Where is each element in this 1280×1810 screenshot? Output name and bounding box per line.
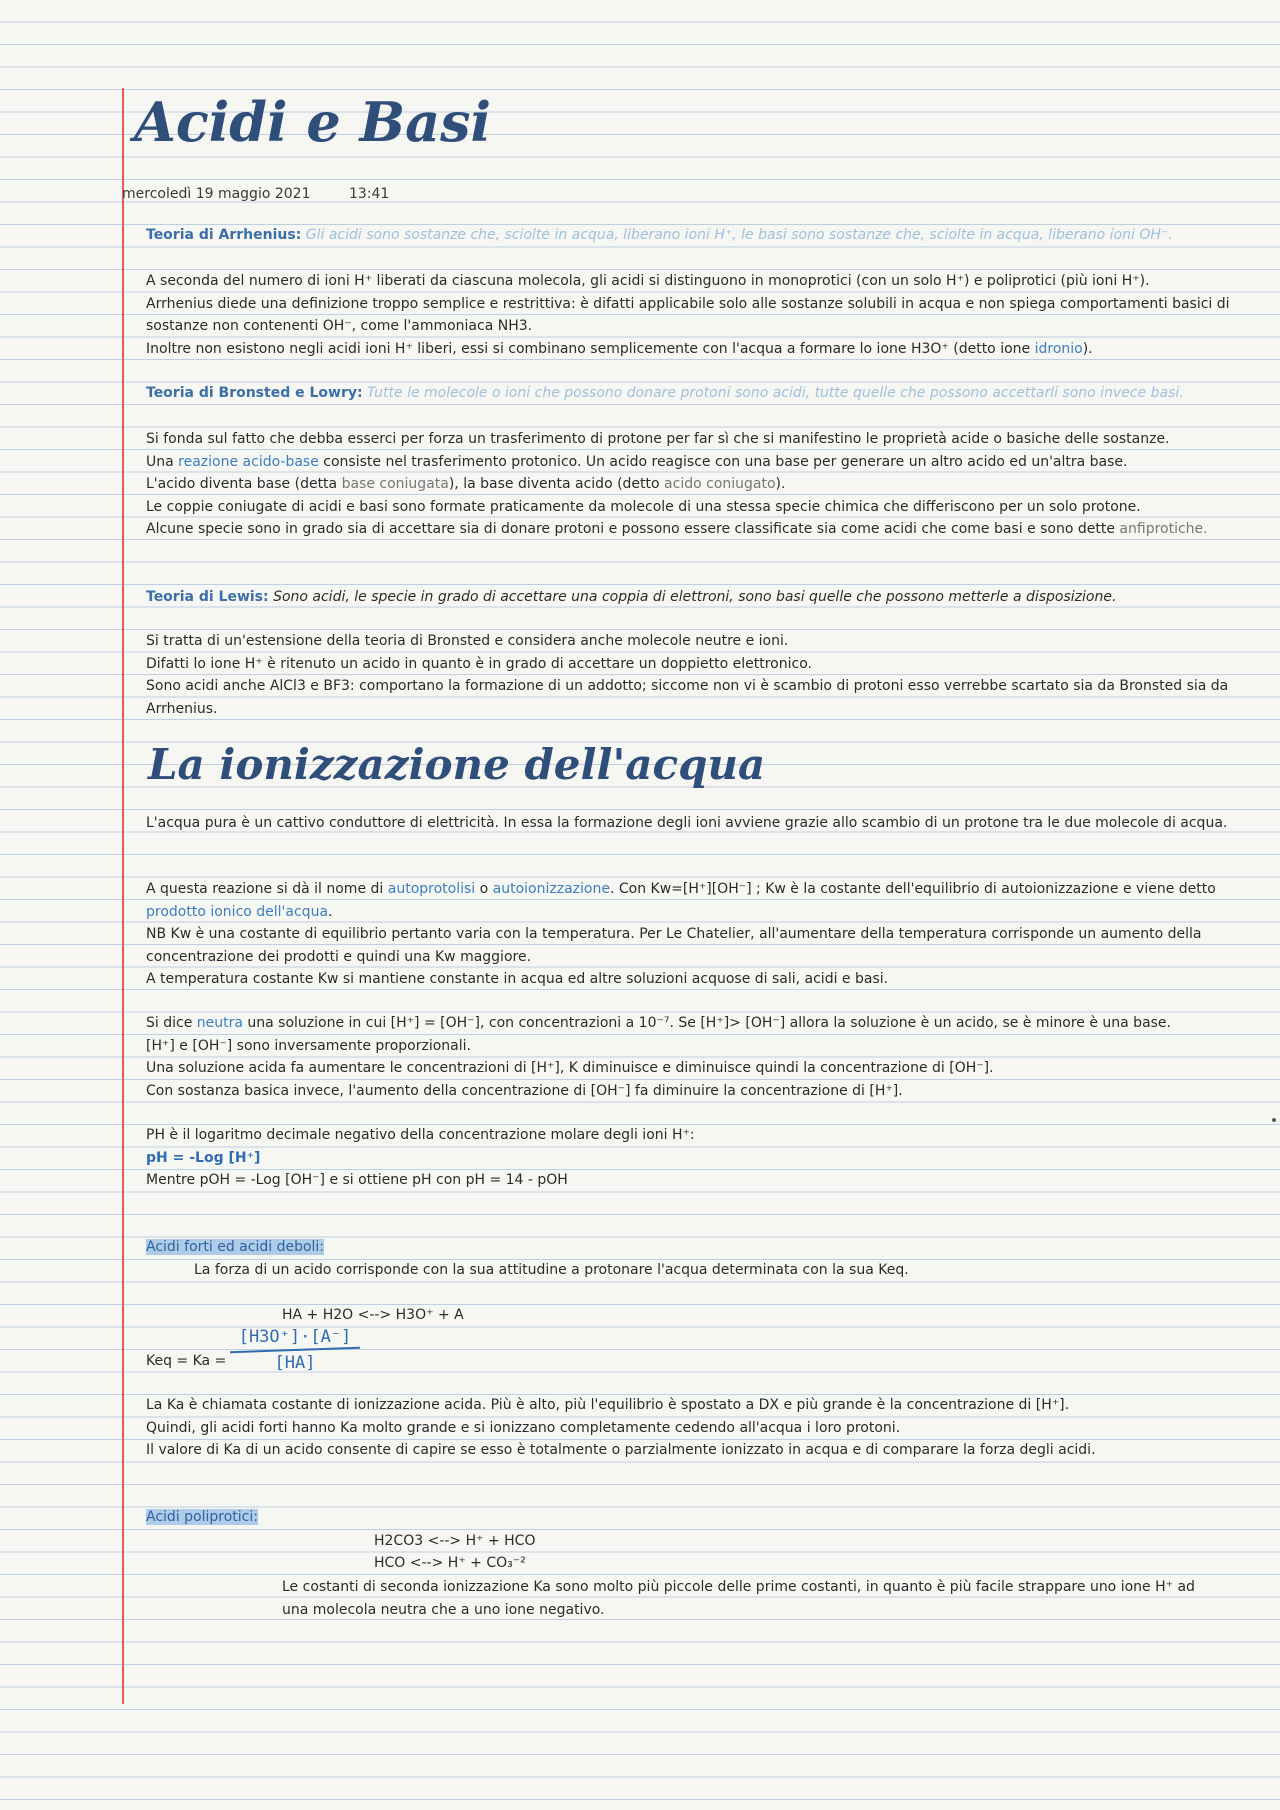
bronsted-l3-b: ), la base diventa acido (detto: [448, 476, 665, 492]
ionizzazione-intro: [146, 812, 1241, 835]
arrhenius-body: [146, 270, 1241, 360]
bronsted-line-4: Le coppie coniugate di acidi e basi sono formate praticamente da molecole di una stessa specie chimica che differiscono per un solo protone.: [146, 498, 1141, 515]
arrhenius-heading: Teoria di Arrhenius:: [146, 227, 302, 243]
poliprotici-body: [282, 1576, 1222, 1621]
bronsted-line-5: [146, 518, 1241, 541]
arrhenius-paragraph-3: [146, 338, 1241, 361]
lewis-body: [146, 630, 1241, 720]
poliprotici-reaction-1: H2CO3 <--> H⁺ + HCO: [374, 1533, 536, 1549]
keq-fraction: [230, 1326, 360, 1374]
ionizzazione-neutra: [146, 1012, 1241, 1102]
ph-block: [146, 1124, 1241, 1192]
poliprotici-block: [146, 1506, 1241, 1529]
lewis-definition-text: Sono acidi, le specie in grado di accettare una coppia di elettroni, sono basi quelle che possono metterle a disposizione.: [273, 589, 1117, 605]
term-idronio: idronio: [1034, 340, 1083, 357]
lewis-line-2: Difatti lo ione H⁺ è ritenuto un acido in quanto è in grado di accettare un doppietto elettronico.: [146, 655, 812, 672]
poh-formula: Mentre pOH = -Log [OH⁻] e si ottiene pH con pH = 14 - pOH: [146, 1172, 568, 1188]
ionizzazione-p2-b: o: [475, 881, 493, 897]
ionizzazione-p6: [H⁺] e [OH⁻] sono inversamente proporzionali.: [146, 1037, 471, 1054]
arrhenius-paragraph-2: Arrhenius diede una definizione troppo semplice e restrittiva: è difatti applicabile solo alle sostanze solubili in acqua e non spiega comportamenti basici di sostanze non contenenti OH⁻, come l'ammoniaca NH3.: [146, 295, 1230, 334]
keq-denominator: [HA]: [274, 1353, 316, 1373]
ionizzazione-p2-d: .: [328, 903, 333, 920]
acidi-forti-line-3: Quindi, gli acidi forti hanno Ka molto grande e si ionizzano completamente cedendo all'acqua i loro protoni.: [146, 1419, 901, 1436]
ionizzazione-p2-a: A questa reazione si dà il nome di: [146, 881, 388, 897]
ionizzazione-p5-b: una soluzione in cui [H⁺] = [OH⁻], con concentrazioni a 10⁻⁷. Se [H⁺]> [OH⁻] allora la soluzione è un acido, se è minore è una base.: [242, 1015, 1171, 1031]
ionizzazione-p1: L'acqua pura è un cattivo conduttore di elettricità. In essa la formazione degli ioni avviene grazie allo scambio di un protone tra le due molecole di acqua.: [146, 815, 1228, 831]
bronsted-heading: Teoria di Bronsted e Lowry:: [146, 385, 363, 401]
acidi-forti-block: [146, 1236, 1241, 1281]
ionizzazione-p5: [146, 1012, 1241, 1035]
acidi-forti-body: [146, 1394, 1241, 1462]
keq-numerator: [H3O⁺]·[A⁻]: [238, 1327, 352, 1347]
lewis-heading: Teoria di Lewis:: [146, 589, 269, 605]
bronsted-line-3: [146, 473, 1241, 496]
ionizzazione-p3: NB Kw è una costante di equilibrio pertanto varia con la temperatura. Per Le Chatelier, all'aumentare della temperatura corrisponde un aumento della concentrazione dei prodotti e quindi una Kw maggiore.: [146, 926, 1202, 965]
ionizzazione-p2-c: . Con Kw=[H⁺][OH⁻] ; Kw è la costante dell'equilibrio di autoionizzazione e viene detto: [609, 881, 1216, 897]
bronsted-l2-b: consiste nel trasferimento protonico. Un acido reagisce con una base per generare un altro acido ed un'altra base.: [318, 453, 1128, 470]
ionizzazione-p7: Una soluzione acida fa aumentare le concentrazioni di [H⁺], K diminuisce e diminuisce quindi la concentrazione di [OH⁻].: [146, 1060, 994, 1076]
page-time: 13:41: [348, 186, 390, 202]
bronsted-definition-text: Tutte le molecole o ioni che possono donare protoni sono acidi, tutte quelle che possono accettarli sono invece basi.: [367, 385, 1184, 401]
page-datetime: [122, 186, 389, 202]
bronsted-l3-a: L'acido diventa base (detta: [146, 476, 342, 492]
bronsted-l3-c: ).: [775, 476, 786, 492]
ionizzazione-p4: A temperatura costante Kw si mantiene constante in acqua ed altre soluzioni acquose di sali, acidi e basi.: [146, 971, 889, 987]
ph-formula: pH = -Log [H⁺]: [146, 1149, 261, 1166]
ionizzazione-p8: Con sostanza basica invece, l'aumento della concentrazione di [OH⁻] fa diminuire la concentrazione di [H⁺].: [146, 1082, 903, 1099]
page-title: Acidi e Basi: [134, 90, 492, 154]
bronsted-l2-a: Una: [146, 453, 179, 470]
term-prodotto-ionico: prodotto ionico dell'acqua: [146, 903, 329, 920]
bronsted-line-1: Si fonda sul fatto che debba esserci per forza un trasferimento di protone per far sì che si manifestino le proprietà acide o basiche delle sostanze.: [146, 431, 1170, 447]
bronsted-l5-a: Alcune specie sono in grado sia di accettare sia di donare protoni e possono essere classificate sia come acidi che come basi e sono dette: [146, 521, 1120, 537]
term-reazione-acido-base: reazione acido-base: [178, 453, 319, 470]
lewis-line-1: Si tratta di un'estensione della teoria di Bronsted e considera anche molecole neutre e ioni.: [146, 633, 789, 649]
term-acido-coniugato: acido coniugato: [664, 476, 776, 492]
section-title-ionizzazione: La ionizzazione dell'acqua: [148, 740, 766, 789]
acidi-forti-line-1: La forza di un acido corrisponde con la sua attitudine a protonare l'acqua determinata con la sua Keq.: [194, 1261, 909, 1278]
bronsted-definition: [146, 382, 1241, 405]
term-anfiprotiche: anfiprotiche.: [1119, 521, 1208, 537]
arrhenius-definition-text: Gli acidi sono sostanze che, sciolte in acqua, liberano ioni H⁺, le basi sono sostanze che, sciolte in acqua, liberano ioni OH⁻.: [305, 227, 1173, 243]
ionizzazione-p5-a: Si dice: [146, 1015, 197, 1031]
arrhenius-p3-text: Inoltre non esistono negli acidi ioni H⁺ liberi, essi si combinano semplicemente con l'acqua a formare lo ione H3O⁺ (detto ione: [146, 340, 1035, 357]
ionizzazione-p2: [146, 878, 1241, 923]
term-neutra: neutra: [196, 1015, 243, 1031]
acidi-forti-line-2: La Ka è chiamata costante di ionizzazione acida. Più è alto, più l'equilibrio è spostato a DX e più grande è la concentrazione di [H⁺].: [146, 1397, 1070, 1413]
arrhenius-definition: [146, 224, 1241, 247]
poliprotici-reaction-2: HCO <--> H⁺ + CO₃⁻²: [374, 1555, 526, 1571]
bronsted-line-2: [146, 451, 1241, 474]
scan-speck: [1272, 1118, 1276, 1122]
term-base-coniugata: base coniugata: [341, 476, 449, 492]
page-date: mercoledì 19 maggio 2021: [122, 186, 311, 202]
acidi-forti-line-4: Il valore di Ka di un acido consente di capire se esso è totalmente o parzialmente ionizzato in acqua e di comparare la forza degli acidi.: [146, 1442, 1096, 1458]
poliprotici-line-1: Le costanti di seconda ionizzazione Ka sono molto più piccole delle prime costanti, in quanto è più facile strappare uno ione H⁺ ad una molecola neutra che a uno ione negativo.: [282, 1579, 1195, 1618]
poliprotici-heading: Acidi poliprotici:: [146, 1509, 258, 1525]
arrhenius-paragraph-1: A seconda del numero di ioni H⁺ liberati da ciascuna molecola, gli acidi si distinguono in monoprotici (con un solo H⁺) e poliprotici (più ioni H⁺).: [146, 273, 1150, 289]
term-autoionizzazione: autoionizzazione: [492, 881, 610, 897]
acid-reaction: HA + H2O <--> H3O⁺ + A: [282, 1307, 464, 1323]
ph-definition: PH è il logaritmo decimale negativo della concentrazione molare degli ioni H⁺:: [146, 1127, 695, 1143]
bronsted-body: [146, 428, 1241, 541]
lewis-line-3: Sono acidi anche AlCl3 e BF3: comportano la formazione di un addotto; siccome non vi è scambio di protoni esso verrebbe scartato sia da Bronsted sia da Arrhenius.: [146, 678, 1229, 717]
ionizzazione-body: [146, 878, 1241, 991]
term-autoprotolisi: autoprotolisi: [387, 881, 476, 897]
lewis-definition: [146, 586, 1241, 609]
arrhenius-p3-end: ).: [1082, 340, 1093, 357]
acidi-forti-heading: Acidi forti ed acidi deboli:: [146, 1239, 325, 1255]
keq-label: Keq = Ka =: [146, 1353, 227, 1369]
